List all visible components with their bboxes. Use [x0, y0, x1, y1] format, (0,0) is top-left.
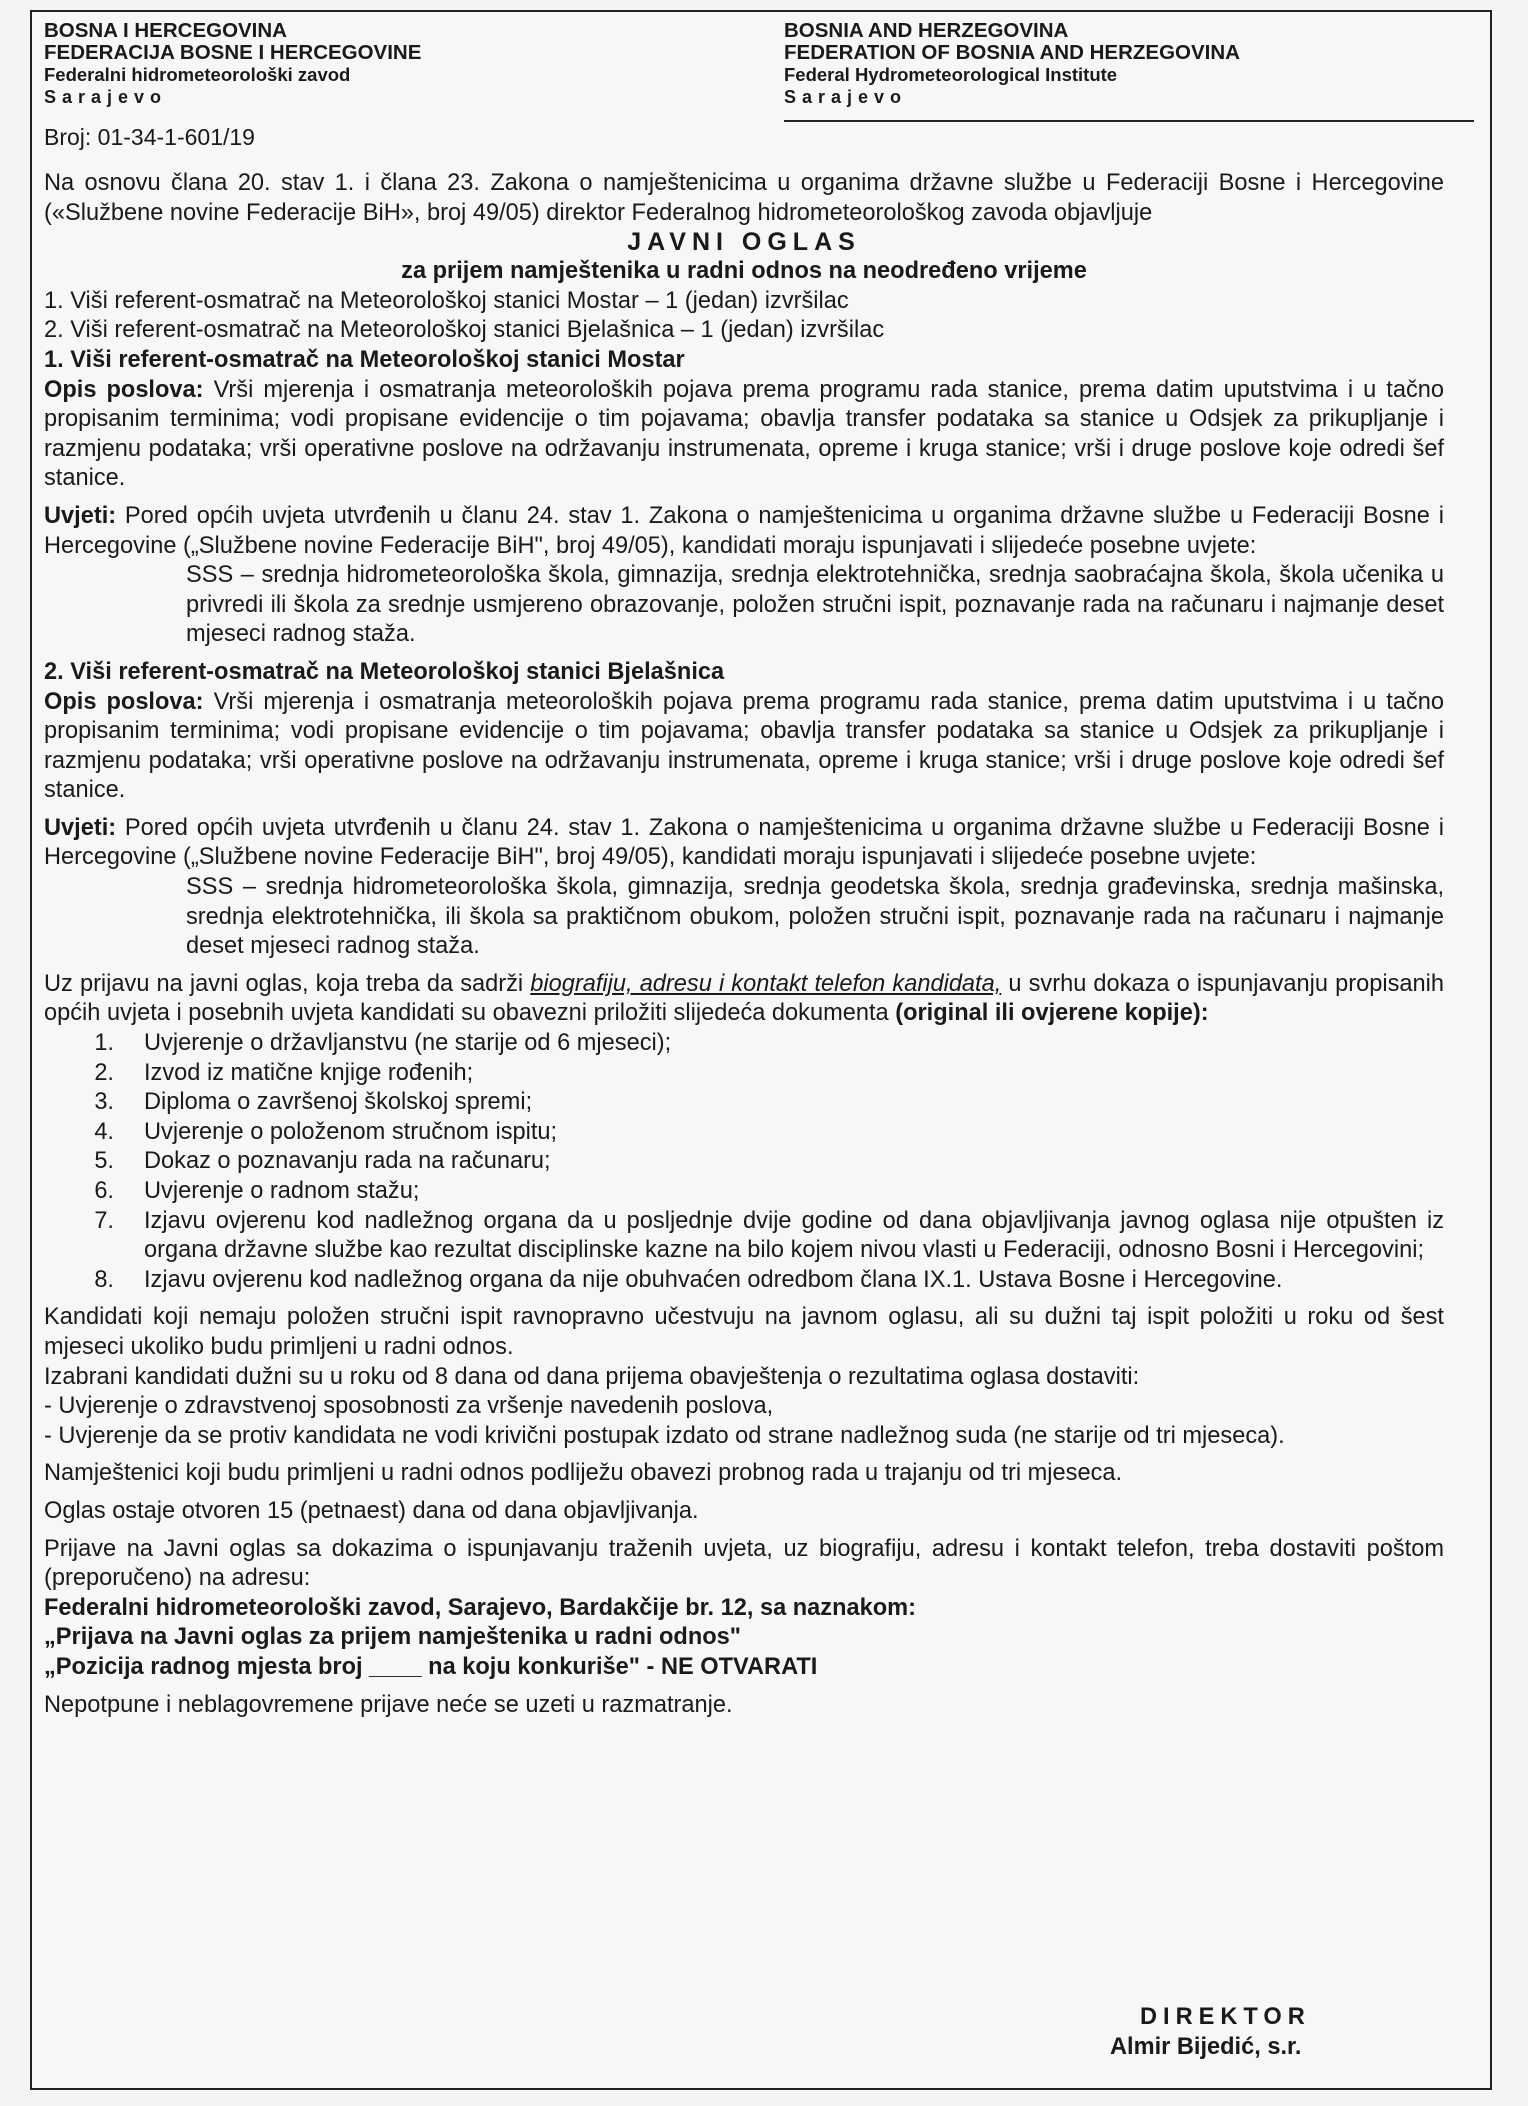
document-body [44, 169, 1444, 1720]
header-left-institute: Federalni hidrometeorološki zavod [44, 64, 351, 85]
prijava-underlined: biografiju, adresu i kontakt telefon kandidata, [530, 970, 1002, 997]
izabrani-item: - Uvjerenje o zdravstvenoj sposobnosti za vršenje navedenih poslova, [44, 1393, 774, 1420]
list-item: 4. Uvjerenje o položenom stručnom ispitu; [94, 1118, 558, 1145]
izabrani-item: - Uvjerenje da se protiv kandidata ne vodi krivični postupak izdato od strane nadležnog suda (ne starije od tri mjeseca). [44, 1422, 1285, 1449]
signature-block [1110, 2002, 1311, 2062]
section1-uvjeti-label: Uvjeti: [44, 502, 117, 529]
section2-heading: 2. Viši referent-osmatrač na Meteorološkoj stanici Bjelašnica [44, 658, 725, 685]
list-item: 5. Dokaz o poznavanju rada na računaru; [94, 1148, 551, 1175]
section2-opis: Opis poslova: Vrši mjerenja i osmatranja meteoroloških pojava prema programu rada stanice, prema datim uputstvima i u tačno propisanim terminima; vodi propisane evidencije o tim pojavama; obavlja transfer podataka sa stanice u Odsjek za prikupljanje i razmjenu podataka; vrši operativne poslove na održavanju instrumenata, opreme i kruga stanice; vrši i druge poslove koje odredi šef stanice. [44, 688, 1444, 804]
otvoren-paragraph: Oglas ostaje otvoren 15 (petnaest) dana od dana objavljivanja. [44, 1497, 699, 1524]
section1-sss: SSS – srednja hidrometeorološka škola, gimnazija, srednja elektrotehnička, srednja saobraćajna škola, škola učenika u privredi ili škola za srednje usmjereno obrazovanje, položen stručni ispit, poznavanje rada na računaru i najmanje deset mjeseci radnog staža. [186, 562, 1444, 648]
prijave-paragraph: Prijave na Javni oglas sa dokazima o ispunjavanju traženih uvjeta, uz biografiju, adresu i kontakt telefon, treba dostaviti poštom (preporučeno) na adresu: [44, 1535, 1444, 1592]
list-item: 6. Uvjerenje o radnom stažu; [94, 1178, 420, 1204]
reference-number: Broj: 01-34-1-601/19 [44, 124, 255, 150]
list-item: 8. Izjavu ovjerenu kod nadležnog organa da nije obuhvaćen odredbom člana IX.1. Ustava Bosne i Hercegovine. [94, 1266, 1283, 1293]
document-title: JAVNI OGLAS [627, 228, 861, 257]
naznaka-line: „Prijava na Javni oglas za prijem namještenika u radni odnos" [44, 1624, 741, 1651]
signature-name: Almir Bijedić, s.r. [1110, 2034, 1302, 2060]
header-right-institute: Federal Hydrometeorological Institute [784, 64, 1118, 85]
list-item: 1. Uvjerenje o državljanstvu (ne starije od 6 mjeseci); [94, 1030, 672, 1057]
position-item: 2. Viši referent-osmatrač na Meteorološkoj stanici Bjelašnica – 1 (jedan) izvršilac [44, 317, 885, 344]
header-right [784, 20, 1240, 108]
document-subtitle: za prijem namještenika u radni odnos na neodređeno vrijeme [401, 258, 1087, 285]
intro-paragraph: Na osnovu člana 20. stav 1. i člana 23. Zakona o namještenicima u organima državne službe u Federaciji Bosne i Hercegovine («Službene novine Federacije BiH», broj 49/05) direktor Federalnog hidrometeorološkog zavoda objavljuje [44, 170, 1444, 226]
section2-uvjeti: Uvjeti: Pored općih uvjeta utvrđenih u članu 24. stav 1. Zakona o namještenicima u organima državne službe u Federaciji Bosne i Hercegovine („Službene novine Federacije BiH", broj 49/05), kandidati moraju ispunjavati i slijedeće posebne uvjete: [44, 814, 1444, 871]
header-rule [784, 120, 1474, 122]
list-item: 3. Diploma o završenoj školskoj spremi; [94, 1089, 533, 1116]
section1-heading: 1. Viši referent-osmatrač na Meteorološkoj stanici Mostar [44, 346, 685, 373]
header-right-federation: FEDERATION OF BOSNIA AND HERZEGOVINA [784, 41, 1240, 64]
kandidati-paragraph: Kandidati koji nemaju položen stručni ispit ravnopravno učestvuju na javnom oglasu, ali su dužni taj ispit položiti u roku od šest mjeseci ukoliko budu primljeni u radni odnos. [44, 1304, 1444, 1360]
position-item: 1. Viši referent-osmatrač na Meteorološkoj stanici Mostar – 1 (jedan) izvršilac [44, 287, 849, 314]
list-item: 2. Izvod iz matične knjige rođenih; [94, 1059, 474, 1086]
probni-paragraph: Namještenici koji budu primljeni u radni odnos podliježu obavezi probnog rada u trajanju od tri mjeseca. [44, 1460, 1123, 1487]
documents-list [44, 1029, 1444, 1295]
prijava-paragraph: Uz prijavu na javni oglas, koja treba da sadrži biografiju, adresu i kontakt telefon kandidata, u svrhu dokaza o ispunjavanju propisanih općih uvjeta i posebnih uvjeta kandidati su obavezni priložiti slijedeća dokumenta (original ili ovjerene kopije): [44, 970, 1444, 1027]
section1-opis-label: Opis poslova: [44, 376, 204, 403]
signature-title: DIREKTOR [1140, 2004, 1311, 2030]
section2-uvjeti-label: Uvjeti: [44, 814, 117, 841]
section2-opis-label: Opis poslova: [44, 688, 204, 715]
list-item: 7. Izjavu ovjerenu kod nadležnog organa da u posljednje dvije godine od dana objavljivanja javnog oglasa nije otpušten iz organa državne službe kao rezultat disciplinske kazne na bilo kojem nivou vlasti u Federaciji, odnosno Bosni i Hercegovini; [94, 1207, 1444, 1264]
header-left-city: Sarajevo [44, 87, 168, 107]
naznaka-line: „Pozicija radnog mjesta broj ____ na koju konkuriše" - NE OTVARATI [44, 1653, 818, 1680]
adresa-line: Federalni hidrometeorološki zavod, Sarajevo, Bardakčije br. 12, sa naznakom: [44, 1594, 916, 1621]
header-right-country: BOSNIA AND HERZEGOVINA [784, 19, 1069, 42]
header-left-country: BOSNA I HERCEGOVINA [44, 19, 287, 42]
nepotpune-paragraph: Nepotpune i neblagovremene prijave neće se uzeti u razmatranje. [44, 1691, 733, 1718]
section1-uvjeti: Uvjeti: Pored općih uvjeta utvrđenih u članu 24. stav 1. Zakona o namještenicima u organima državne službe u Federaciji Bosne i Hercegovine („Službene novine Federacije BiH", broj 49/05), kandidati moraju ispunjavati i slijedeće posebne uvjete: [44, 502, 1444, 559]
section1-opis: Opis poslova: Vrši mjerenja i osmatranja meteoroloških pojava prema programu rada stanice, prema datim uputstvima i u tačno propisanim terminima; vodi propisane evidencije o tim pojavama; obavlja transfer podataka sa stanice u Odsjek za prikupljanje i razmjenu podataka; vrši operativne poslove na održavanju instrumenata, opreme i kruga stanice; vrši i druge poslove koje odredi šef stanice. [44, 376, 1444, 492]
header-left-federation: FEDERACIJA BOSNE I HERCEGOVINE [44, 41, 422, 64]
header-left [44, 20, 421, 108]
izabrani-paragraph: Izabrani kandidati dužni su u roku od 8 dana od dana prijema obavještenja o rezultatima oglasa dostaviti: [44, 1363, 1140, 1390]
document-page [30, 10, 1492, 2090]
header-right-city: Sarajevo [784, 87, 908, 107]
section2-sss: SSS – srednja hidrometeorološka škola, gimnazija, srednja geodetska škola, srednja građevinska, srednja mašinska, srednja elektrotehnička, ili škola sa praktičnom obukom, položen stručni ispit, poznavanje rada na računaru i najmanje deset mjeseci radnog staža. [186, 874, 1444, 960]
